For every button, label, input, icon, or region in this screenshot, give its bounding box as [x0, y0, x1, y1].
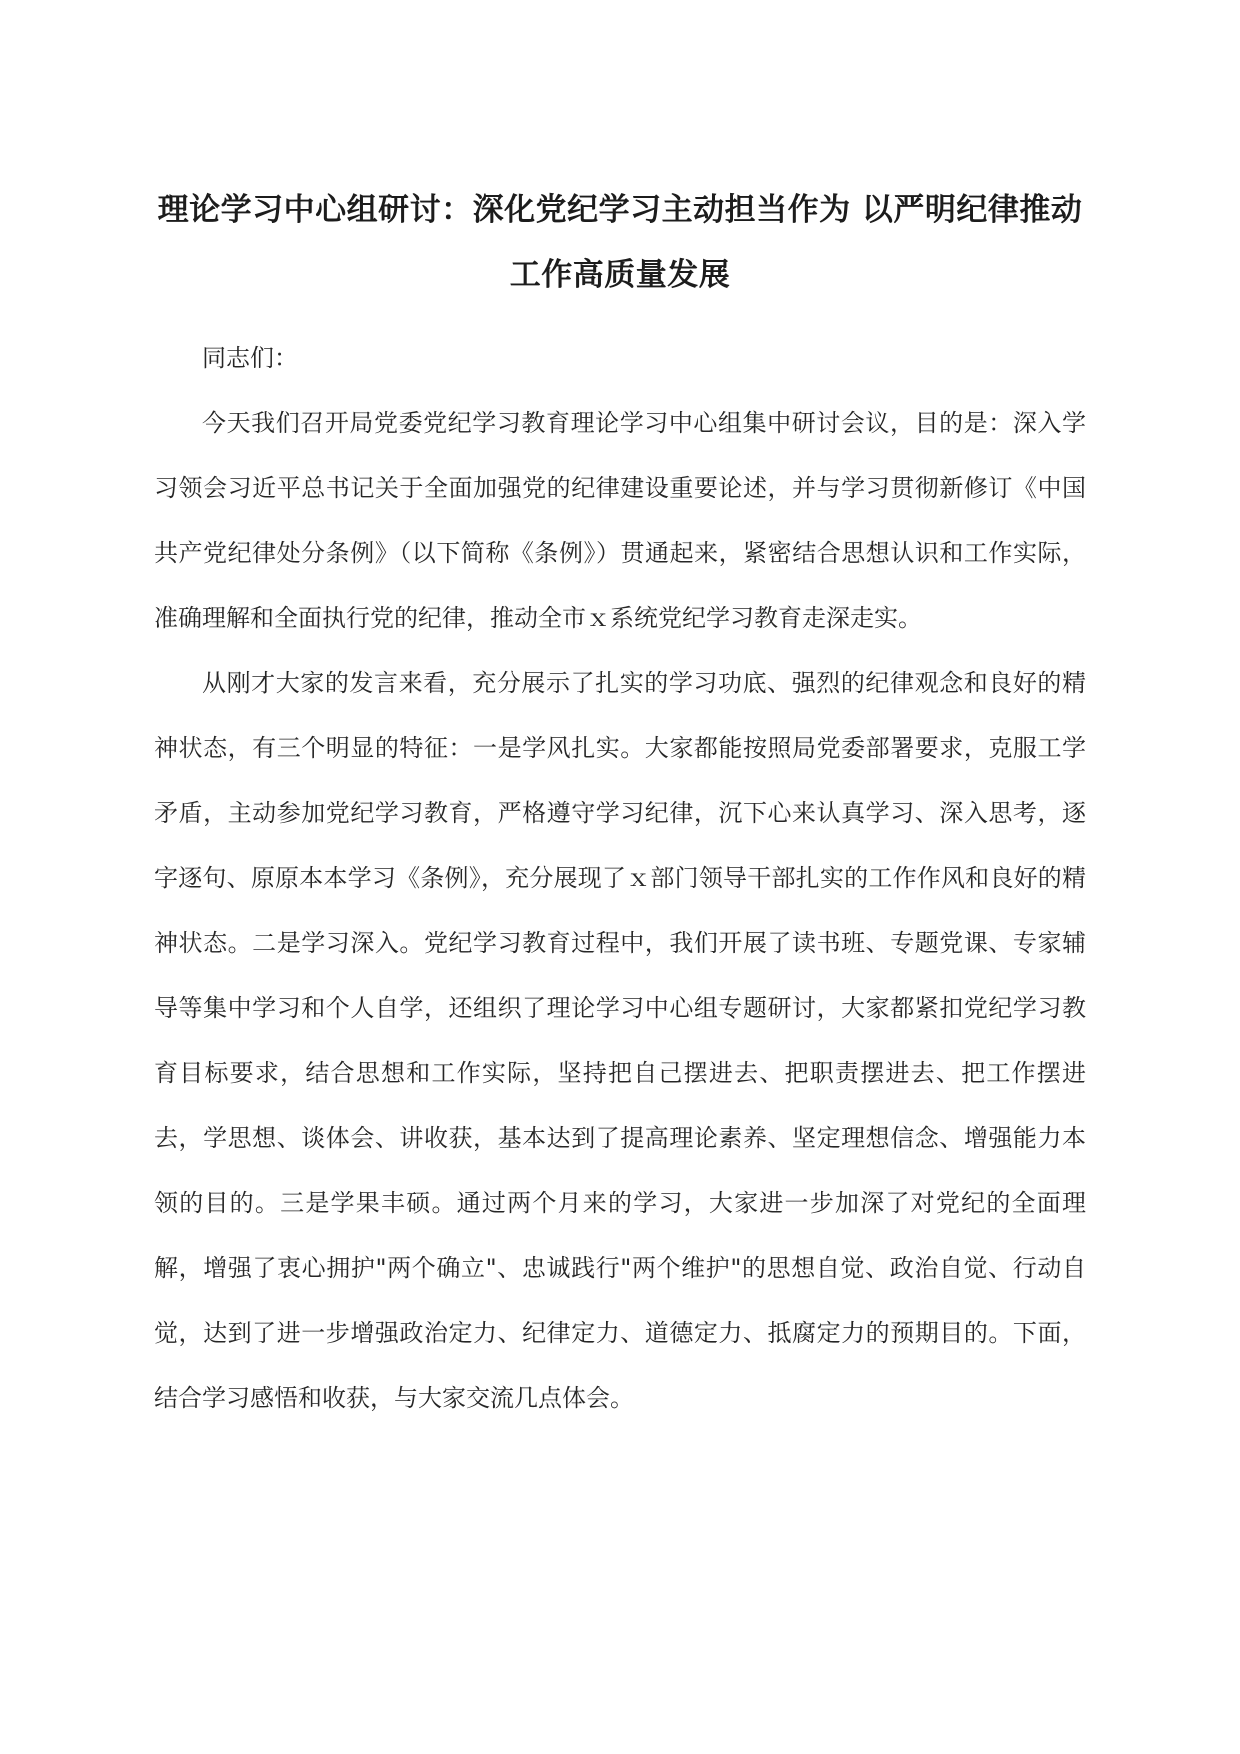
paragraph-summary: 从刚才大家的发言来看，充分展示了扎实的学习功底、强烈的纪律观念和良好的精神状态，有三个明显的特征：一是学风扎实。大家都能按照局党委部署要求，克服工学矛盾，主动参加党纪学习教育，严格遵守学习纪律，沉下心来认真学习、深入思考，逐字逐句、原原本本学习《条例》，充分展现了ｘ部门领导干部扎实的工作作风和良好的精神状态。二是学习深入。党纪学习教育过程中，我们开展了读书班、专题党课、专家辅导等集中学习和个人自学，还组织了理论学习中心组专题研讨，大家都紧扣党纪学习教育目标要求，结合思想和工作实际，坚持把自己摆进去、把职责摆进去、把工作摆进去，学思想、谈体会、讲收获，基本达到了提高理论素养、坚定理想信念、增强能力本领的目的。三是学果丰硕。通过两个月来的学习，大家进一步加深了对党纪的全面理解，增强了衷心拥护"两个确立"、忠诚践行"两个维护"的思想自觉、政治自觉、行动自觉，达到了进一步增强政治定力、纪律定力、道德定力、抵腐定力的预期目的。下面，结合学习感悟和收获，与大家交流几点体会。: [154, 669, 1086, 1412]
document-body: [154, 178, 1086, 1431]
salutation: 同志们：: [202, 344, 298, 372]
document-title: 理论学习中心组研讨：深化党纪学习主动担当作为 以严明纪律推动工作高质量发展: [157, 192, 1083, 293]
paragraph-intro: 今天我们召开局党委党纪学习教育理论学习中心组集中研讨会议，目的是：深入学习领会习近平总书记关于全面加强党的纪律建设重要论述，并与学习贯彻新修订《中国共产党纪律处分条例》（以下简称《条例》）贯通起来，紧密结合思想认识和工作实际，准确理解和全面执行党的纪律，推动全市ｘ系统党纪学习教育走深走实。: [154, 409, 1086, 632]
